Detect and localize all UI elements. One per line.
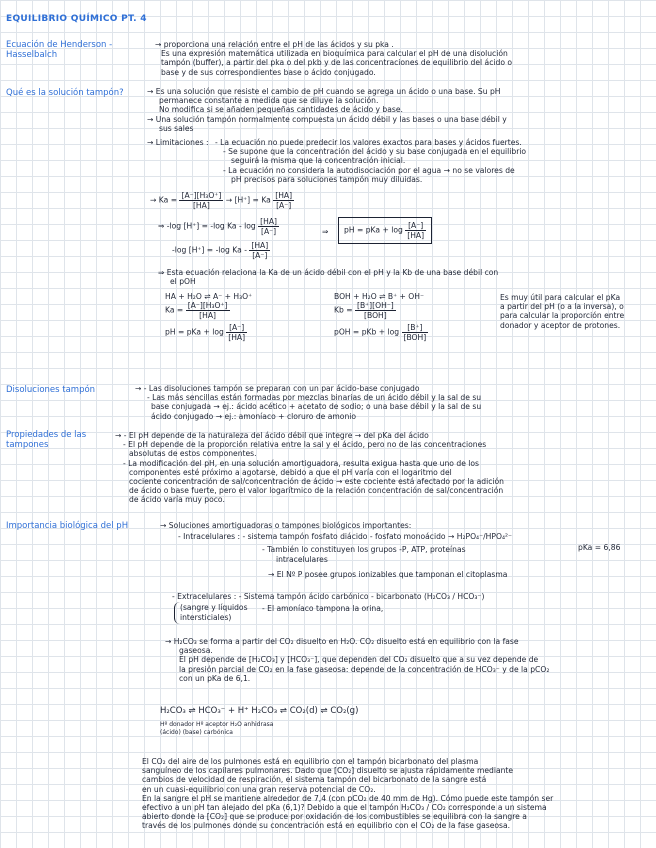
text-line: componentes esté próximo a agotarse, debido a que el pH varía con el logaritmo del — [129, 467, 452, 477]
text-line: sus sales — [159, 123, 194, 133]
text-line: con un pKa de 6,1. — [179, 673, 251, 683]
text-line: No modifica si se añaden pequeñas cantidades de ácido y base. — [159, 105, 403, 115]
reaction-equation: H₂CO₃ ⇌ HCO₃⁻ + H⁺ H₂CO₃ ⇌ CO₂(d) ⇌ CO₂(g) — [160, 706, 359, 716]
text-line: para calcular la proporción entre — [500, 311, 625, 321]
disoluciones-text — [135, 384, 481, 421]
text-line: tampón (buffer), a partir del pka o del pkb y de las concentraciones de equilibrio del ácido o — [161, 58, 513, 68]
base-poh-num: [B⁺] — [402, 323, 429, 333]
ka-rhs-fraction — [273, 191, 294, 210]
base-kb-num: [B⁺][OH⁻] — [357, 301, 394, 311]
text-line: cociente concentración de sal/concentración de ácido → este cociente está afectado por la adición — [129, 477, 504, 487]
ka-rhs-num: [HA] — [275, 191, 293, 200]
text-line: - La modificación del pH, en una solución amortiguadora, resulta exigua hasta que uno de los — [123, 458, 479, 468]
acid-ka-label: Ka = — [165, 305, 184, 315]
propiedades-text — [115, 431, 504, 505]
base-kb-label: Kb = — [334, 305, 353, 315]
base-poh-label: pOH = pKb + log — [334, 327, 400, 337]
log1-fraction — [258, 217, 279, 236]
ka-fraction — [179, 191, 223, 210]
text-line: cambios de velocidad de respiración, el sistema tampón del bicarbonato de la sangre está — [142, 775, 487, 785]
text-line: efectivo a un pH tan alejado del pKa (6,1)? Debido a que el tampón H₂CO₃ / CO₂ corresponde a un sistema — [142, 803, 547, 813]
carbonic-text — [165, 637, 549, 683]
list-item: - Se supone que la concentración del ácido y su base conjugada en el equilibrio — [223, 147, 527, 157]
base-kb-fraction — [355, 301, 396, 320]
text-line: intersticiales) — [180, 613, 232, 622]
acid-ph-fraction — [226, 323, 247, 342]
text-line: ácido conjugado → ej.: amoníaco + cloruro de amonio — [151, 411, 357, 421]
text-line: Es muy útil para calcular el pKa — [500, 293, 621, 302]
reaction-labels-2: (ácido) (base) carbónica — [160, 729, 233, 736]
text-line: a partir del pH (o a la inversa), o — [500, 302, 624, 312]
text-line: → Es una solución que resiste el cambio de pH cuando se agrega un ácido o una base. Su pH — [147, 87, 501, 96]
log2-num: [HA] — [251, 241, 269, 250]
text-line: base conjugada → ej.: ácido acético + acetato de sodio; o una base débil y la sal de su — [151, 402, 482, 412]
reaction-labels: Hº donador Hº aceptor H₂O anhidrasa — [160, 721, 274, 728]
text-line: de ácido o base fuerte, pero el valor logarítmico de la relación concentración de sal/concentración — [129, 486, 504, 496]
text-line: El pH depende de [H₂CO₃] y [HCO₃⁻], que dependen del CO₂ disuelto que a su vez depende de — [179, 655, 539, 665]
text-line: - También lo constituyen los grupos -P, ATP, proteínas — [262, 545, 466, 554]
log2-text: -log [H⁺] = -log Ka - — [172, 245, 247, 255]
base-poh-fraction — [402, 323, 429, 342]
log2-den: [A⁻] — [252, 251, 268, 261]
list-item: seguirá la misma que la concentración inicial. — [231, 156, 406, 166]
text-line: de ácido varía muy poco. — [129, 495, 225, 505]
text-line: donador y aceptor de protones. — [500, 320, 621, 330]
text-line: pKa = 6,86 — [578, 543, 621, 552]
note-text — [158, 268, 498, 286]
acid-ka-num: [A⁻][H₃O⁺] — [187, 301, 228, 311]
equation-ka — [150, 191, 294, 210]
acid-ka-fraction — [186, 301, 230, 320]
text-line: través de los pulmones donde su concentración está en equilibrio con el CO₂ de la fase gaseosa. — [142, 821, 511, 831]
heading-buffer: Qué es la solución tampón? — [6, 88, 124, 98]
buffer-text — [147, 87, 507, 133]
text-line: → H₂CO₃ se forma a partir del CO₂ disuelto en H₂O. CO₂ disuelto está en equilibrio con la fase — [165, 637, 519, 646]
text-line: abierto donde la [CO₂] que se produce por oxidación de los combustibles se equilibra con la sangre a — [142, 812, 527, 822]
text-line: en un cuasi-equilibrio con una gran reserva potencial de CO₂. — [142, 784, 376, 794]
text-line: - Extracelulares : - Sistema tampón ácido carbónico - bicarbonato (H₂CO₃ / HCO₃⁻) — [172, 592, 485, 601]
acid-ph — [165, 323, 252, 342]
list-item: - La ecuación no considera la autodisociación por el agua → no se valores de — [223, 165, 515, 175]
acid-ka — [165, 301, 252, 320]
acid-ph-num: [A⁻] — [226, 323, 247, 333]
acid-ph-den: [HA] — [228, 332, 246, 342]
base-reaction: BOH + H₂O ⇌ B⁺ + OH⁻ — [334, 292, 424, 301]
text-line: El CO₂ del aire de los pulmones está en equilibrio con el tampón bicarbonato del plasma — [142, 757, 479, 766]
base-poh-den: [BOH] — [403, 332, 427, 342]
limitations-list — [215, 138, 526, 184]
text-line: ⇒ Esta ecuación relaciona la Ka de un ácido débil con el pH y la Kb de una base débil con — [158, 268, 499, 277]
acid-ph-label: pH = pKa + log — [165, 327, 224, 337]
boxed-text: pH = pKa + log — [344, 225, 403, 235]
list-item: - La ecuación no puede predecir los valores exactos para bases y ácidos fuertes. — [215, 138, 522, 147]
list-item: pH precisos para soluciones tampón muy diluidas. — [231, 174, 423, 184]
ka-den: [HA] — [192, 201, 210, 211]
text-line: sanguíneo de los capilares pulmonares. Dado que [CO₂] disuelto se ajusta rápidamente mediante — [142, 766, 514, 776]
boxed-hh-equation — [338, 217, 432, 244]
text-line: → - Las disoluciones tampón se preparan con un par ácido-base conjugado — [135, 384, 420, 393]
text-line: → El Nº P posee grupos ionizables que tamponan el citoplasma — [268, 570, 508, 579]
text-line: → Una solución tampón normalmente compuesta un ácido débil y las bases o una base débil y — [147, 114, 507, 124]
text-line: (sangre y líquidos — [180, 603, 248, 612]
log1-num: [HA] — [260, 217, 277, 226]
heading-disoluciones: Disoluciones tampón — [6, 385, 96, 395]
side-note — [500, 293, 624, 330]
final-paragraph — [142, 757, 553, 831]
ka-rhs-den: [A⁻] — [276, 201, 292, 211]
text-line: → proporciona una relación entre el pH de las ácidos y su pka . — [155, 40, 394, 49]
text-line: gaseosa. — [179, 646, 213, 656]
text-line: el pOH — [170, 277, 196, 287]
ka-num: [A⁻][H₃O⁺] — [181, 191, 222, 200]
ka-lhs: → Ka = — [150, 195, 178, 205]
text-line: - Intracelulares : - sistema tampón fosfato diácido - fosfato monoácido → H₂PO₄⁻/HPO₄²⁻ — [178, 532, 513, 541]
log1-den: [A⁻] — [260, 227, 277, 237]
henderson-text — [155, 40, 512, 77]
log2-fraction — [249, 241, 270, 260]
base-poh — [334, 323, 428, 342]
text-line: permanece constante a medida que se diluye la solución. — [159, 96, 379, 106]
text-line: base y de sus correspondientes base o ácido conjugado. — [161, 67, 376, 77]
boxed-den: [HA] — [407, 231, 425, 240]
equation-log1 — [158, 217, 279, 236]
heading-henderson: Ecuación de Henderson - Hasselbalch — [6, 40, 113, 60]
text-line: En la sangre el pH se mantiene alrededor de 7,4 (con pCO₂ de 40 mm de Hg). Cómo puede este tampón ser — [142, 793, 554, 803]
text-line: absolutas de estos componentes. — [129, 449, 257, 459]
base-kb-den: [BOH] — [364, 311, 387, 321]
acid-ka-den: [HA] — [199, 311, 217, 321]
boxed-num: [A⁻] — [405, 221, 426, 231]
text-line: intracelulares — [276, 555, 328, 564]
heading-propiedades: Propiedades de las tampones — [6, 430, 87, 450]
acid-equations — [165, 292, 252, 342]
text-line: - El amoníaco tampona la orina, — [262, 604, 384, 613]
text-line: → - El pH depende de la naturaleza del ácido débil que integre → del pKa del ácido — [115, 431, 429, 440]
equation-log2 — [172, 241, 270, 260]
base-kb — [334, 301, 428, 320]
log1-text: ⇒ -log [H⁺] = -log Ka - log — [158, 221, 256, 231]
heading-importancia: Importancia biológica del pH — [6, 521, 129, 531]
text-line: Es una expresión matemática utilizada en bioquímica para calcular el pH de una disolución — [161, 49, 508, 59]
base-equations — [334, 292, 428, 342]
implies-arrow: ⇒ — [322, 227, 329, 236]
text-line: - El pH depende de la proporción relativa entre la sal y el ácido, pero no de las concentraciones — [123, 440, 487, 450]
ka-rhs: → [H⁺] = Ka — [225, 195, 271, 205]
boxed-fraction — [405, 221, 426, 240]
limitations-label: → Limitaciones : — [147, 138, 209, 147]
acid-reaction: HA + H₂O ⇌ A⁻ + H₃O⁺ — [165, 292, 253, 301]
text-line: → Soluciones amortiguadoras o tampones biológicos importantes: — [160, 521, 412, 530]
text-line: - Las más sencillas están formadas por mezclas binarias de un ácido débil y la sal de su — [147, 393, 482, 403]
page-title: EQUILIBRIO QUÍMICO PT. 4 — [6, 14, 147, 24]
text-line: la presión parcial de CO₂ en la fase gaseosa: depende de la concentración de HCO₃⁻ y de la pCO₂ — [179, 664, 550, 674]
